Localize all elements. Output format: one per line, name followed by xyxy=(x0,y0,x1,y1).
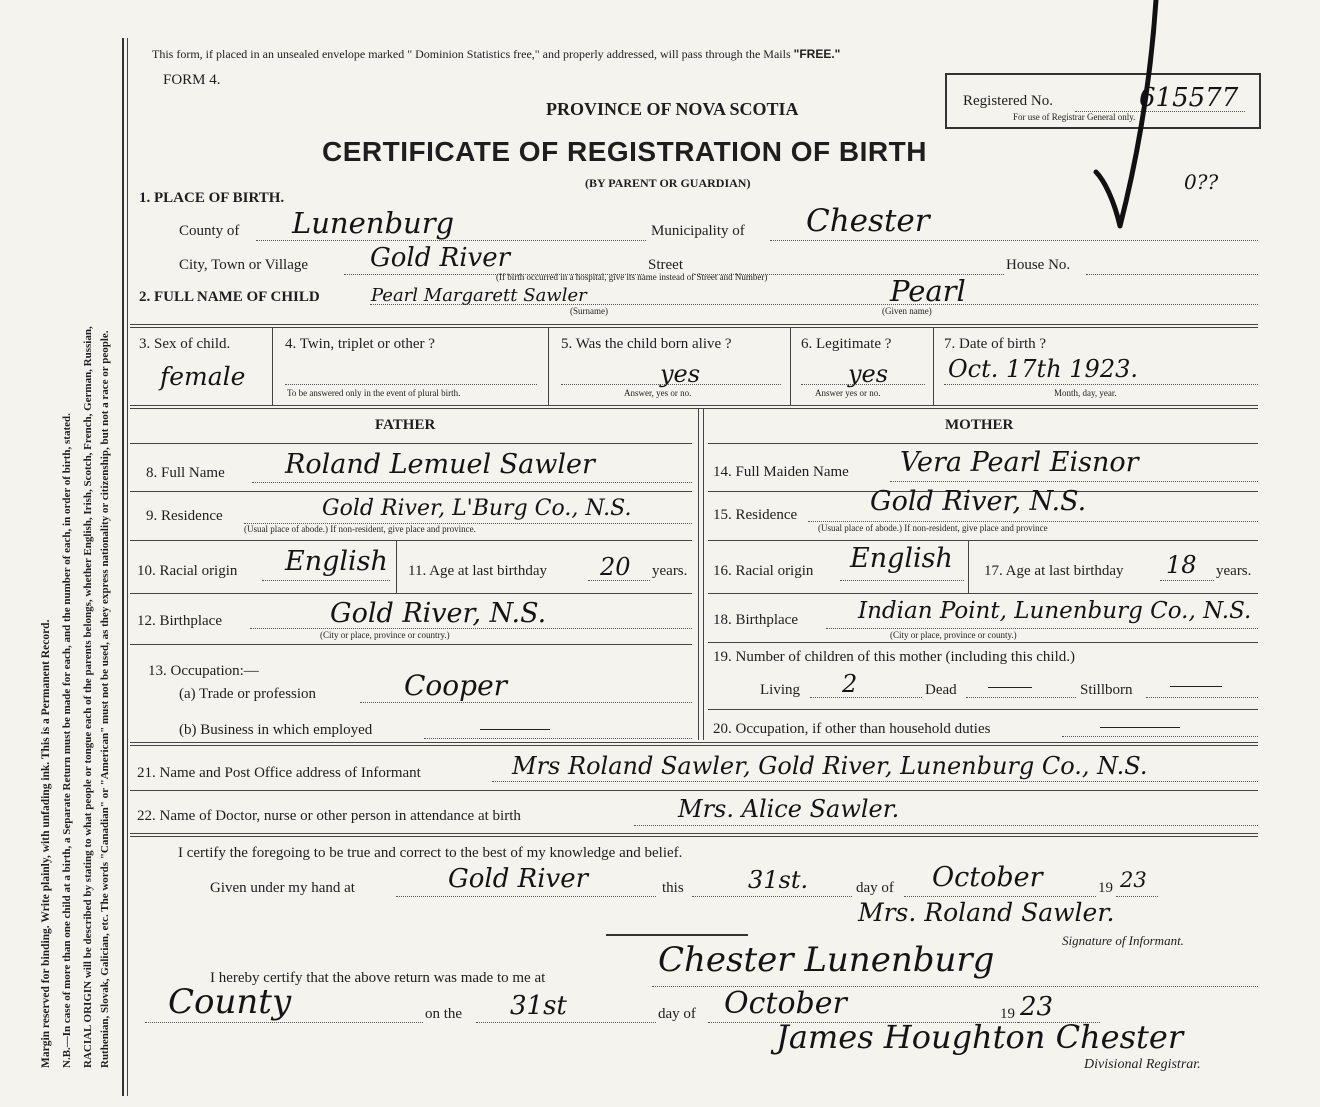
mother-birthplace-value: Indian Point, Lunenburg Co., N.S. xyxy=(858,598,1252,624)
father-business-dash xyxy=(480,729,550,730)
mother-heading: MOTHER xyxy=(945,417,1014,433)
informant-label: 21. Name and Post Office address of Informant xyxy=(137,765,421,781)
mother-racial-label: 16. Racial origin xyxy=(713,563,814,579)
given-day-value: 31st. xyxy=(748,866,809,894)
mother-stillborn-dash xyxy=(1170,686,1222,687)
father-birthplace-caption: (City or place, province or country.) xyxy=(320,630,450,640)
informant-value: Mrs Roland Sawler, Gold River, Lunenburg Co., N.S. xyxy=(512,752,1148,780)
binding-rule-inner xyxy=(127,38,128,1096)
born-alive-value: yes xyxy=(660,360,701,388)
registrar-year-prefix: 19 xyxy=(1000,1006,1015,1022)
mother-name-label: 14. Full Maiden Name xyxy=(713,464,849,480)
registrar-signature: James Houghton Chester xyxy=(776,1018,1184,1056)
document-title: CERTIFICATE OF REGISTRATION OF BIRTH xyxy=(322,136,927,167)
province-heading: PROVINCE OF NOVA SCOTIA xyxy=(546,99,799,119)
given-under-label: Given under my hand at xyxy=(210,880,355,896)
father-racial-label: 10. Racial origin xyxy=(137,563,238,579)
registrar-statement: I hereby certify that the above return was made to me at xyxy=(210,970,546,986)
margin-note-4: Ruthenian, Slovak, Galician, etc. The words "Canadian" or "American" must not be used, as they express nationality or citizenship, but not a race or people. xyxy=(99,330,111,1068)
on-the-label: on the xyxy=(425,1006,463,1022)
twin-caption: To be answered only in the event of plural birth. xyxy=(287,388,461,398)
mother-birthplace-label: 18. Birthplace xyxy=(713,612,798,628)
mother-occupation-dash xyxy=(1100,727,1180,728)
corner-mark: 0?? xyxy=(1184,170,1219,194)
given-place-value: Gold River xyxy=(448,864,589,894)
legitimate-value: yes xyxy=(848,360,889,388)
given-caption: (Given name) xyxy=(882,306,932,316)
registrar-note: For use of Registrar General only. xyxy=(1013,112,1136,122)
mother-living-value: 2 xyxy=(842,670,858,698)
hospital-note: (If birth occurred in a hospital, give its name instead of Street and Number) xyxy=(496,272,768,282)
margin-note-2: N.B.—In case of more than one child at a birth, a Separate Return must be made for each, and the number of each, in order of birth, stated. xyxy=(61,413,73,1068)
dob-caption: Month, day, year. xyxy=(1054,388,1117,398)
father-age-unit: years. xyxy=(652,563,688,579)
doctor-label: 22. Name of Doctor, nurse or other person in attendance at birth xyxy=(137,808,521,824)
born-alive-caption: Answer, yes or no. xyxy=(624,388,692,398)
father-name-value: Roland Lemuel Sawler xyxy=(285,449,595,480)
county-label: County of xyxy=(179,223,240,239)
year-prefix: 19 xyxy=(1098,880,1113,896)
county-value: Lunenburg xyxy=(292,206,455,240)
dob-value: Oct. 17th 1923. xyxy=(948,355,1138,383)
city-label: City, Town or Village xyxy=(179,257,309,273)
mother-stillborn-label: Stillborn xyxy=(1080,682,1133,698)
mother-dead-label: Dead xyxy=(925,682,957,698)
binding-rule xyxy=(122,38,124,1096)
father-business-label: (b) Business in which employed xyxy=(179,722,373,738)
born-alive-label: 5. Was the child born alive ? xyxy=(561,336,732,352)
legitimate-caption: Answer yes or no. xyxy=(815,388,881,398)
street-label: Street xyxy=(648,257,683,273)
child-given-value: Pearl xyxy=(890,274,966,308)
informant-signature: Mrs. Roland Sawler. xyxy=(858,898,1115,927)
father-trade-label: (a) Trade or profession xyxy=(179,686,317,702)
mail-notice-free: "FREE." xyxy=(793,47,841,61)
house-label: House No. xyxy=(1006,257,1071,273)
given-month-value: October xyxy=(932,862,1043,893)
margin-note-3: RACIAL ORIGIN will be described by stating to what people or tongue each of the parents belongs, whether English, Irish, Scotch, French, German, Russian, xyxy=(82,326,94,1068)
dob-label: 7. Date of birth ? xyxy=(944,336,1047,352)
document-subtitle: (BY PARENT OR GUARDIAN) xyxy=(585,176,751,190)
sex-label: 3. Sex of child. xyxy=(139,336,231,352)
place-of-birth-heading: 1. PLACE OF BIRTH. xyxy=(139,190,285,206)
father-racial-value: English xyxy=(285,546,388,577)
this-label: this xyxy=(662,880,684,896)
registered-number: 615577 xyxy=(1139,83,1239,113)
father-residence-value: Gold River, L'Burg Co., N.S. xyxy=(322,496,632,521)
legitimate-label: 6. Legitimate ? xyxy=(801,336,892,352)
registrar-caption: Divisional Registrar. xyxy=(1084,1057,1201,1072)
mother-racial-value: English xyxy=(850,543,953,574)
father-residence-label: 9. Residence xyxy=(146,508,223,524)
father-residence-caption: (Usual place of abode.) If non-resident, give place and province. xyxy=(244,524,476,534)
registrar-day-value: 31st xyxy=(510,991,567,1021)
mother-age-unit: years. xyxy=(1216,563,1252,579)
mother-residence-value: Gold River, N.S. xyxy=(870,486,1087,517)
father-name-label: 8. Full Name xyxy=(146,465,225,481)
father-age-label: 11. Age at last birthday xyxy=(408,563,547,579)
mother-residence-label: 15. Residence xyxy=(713,507,798,523)
registrar-check-mark xyxy=(1090,0,1170,230)
sex-value: female xyxy=(160,362,246,391)
mother-children-label: 19. Number of children of this mother (including this child.) xyxy=(713,649,1076,665)
child-surname-value: Pearl Margarett Sawler xyxy=(371,285,587,306)
form-number: FORM 4. xyxy=(163,72,221,88)
father-occupation-label: 13. Occupation:— xyxy=(148,663,259,679)
father-birthplace-value: Gold River, N.S. xyxy=(330,598,547,629)
mother-age-label: 17. Age at last birthday xyxy=(984,563,1124,579)
registrar-day-of-label: day of xyxy=(658,1006,696,1022)
registrar-place-value: Chester Lunenburg xyxy=(658,940,995,980)
given-year-value: 23 xyxy=(1120,868,1147,892)
father-birthplace-label: 12. Birthplace xyxy=(137,613,222,629)
surname-caption: (Surname) xyxy=(570,306,608,316)
mother-living-label: Living xyxy=(760,682,800,698)
registrar-year-value: 23 xyxy=(1020,992,1054,1022)
mother-name-value: Vera Pearl Eisnor xyxy=(900,447,1139,478)
father-age-value: 20 xyxy=(600,553,631,581)
mother-residence-caption: (Usual place of abode.) If non-resident, give place and province xyxy=(818,523,1048,533)
registrar-county-value: County xyxy=(168,982,292,1022)
twin-label: 4. Twin, triplet or other ? xyxy=(285,336,435,352)
mother-birthplace-caption: (City or place, province or county.) xyxy=(890,630,1017,640)
informant-signature-caption: Signature of Informant. xyxy=(1062,933,1184,948)
mother-age-value: 18 xyxy=(1166,551,1197,579)
mother-occupation-label: 20. Occupation, if other than household duties xyxy=(713,721,991,737)
municipality-label: Municipality of xyxy=(651,223,745,239)
doctor-value: Mrs. Alice Sawler. xyxy=(678,795,900,823)
registrar-month-value: October xyxy=(724,986,847,1021)
city-value: Gold River xyxy=(370,243,511,273)
child-name-label: 2. FULL NAME OF CHILD xyxy=(139,289,320,305)
day-of-label: day of xyxy=(856,880,894,896)
certify-statement: I certify the foregoing to be true and correct to the best of my knowledge and belief. xyxy=(178,845,683,861)
registered-label: Registered No. xyxy=(963,93,1053,109)
father-trade-value: Cooper xyxy=(404,669,508,702)
mother-dead-dash xyxy=(988,687,1032,688)
margin-note-1: Margin reserved for binding. Write plainly, with unfading ink. This is a Permanent Record. xyxy=(40,619,52,1068)
separator-rule xyxy=(606,934,748,936)
municipality-value: Chester xyxy=(806,203,930,239)
mail-notice-text: This form, if placed in an unsealed envelope marked " Dominion Statistics free," and properly addressed, will pass through the Mails xyxy=(152,47,794,61)
mail-notice xyxy=(152,47,840,62)
father-heading: FATHER xyxy=(375,417,436,433)
